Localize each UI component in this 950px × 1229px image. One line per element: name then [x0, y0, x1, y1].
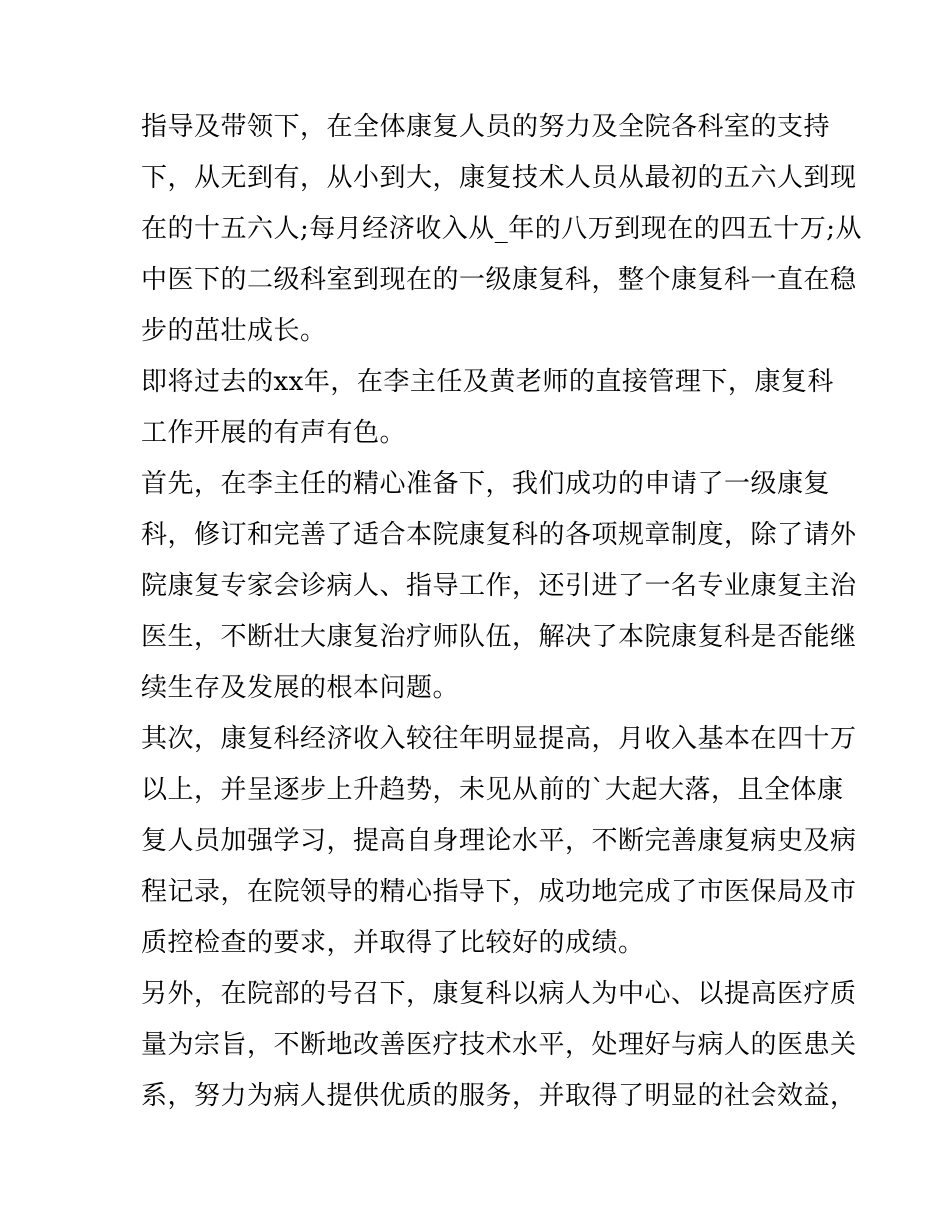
text-line: 量为宗旨，不断地改善医疗技术水平，处理好与病人的医患关: [141, 1030, 857, 1060]
text-line: 工作开展的有声有色。: [141, 418, 407, 448]
text-line: 指导及带领下，在全体康复人员的努力及全院各科室的支持: [141, 112, 831, 142]
text-line: 中医下的二级科室到现在的一级康复科，整个康复科一直在稳: [141, 265, 857, 295]
text-line: 科，修订和完善了适合本院康复科的各项规章制度，除了请外: [141, 520, 857, 550]
text-line: 续生存及发展的根本问题。: [141, 673, 460, 703]
text-line: 以上，并呈逐步上升趋势，未见从前的`大起大落，且全体康: [141, 775, 844, 805]
text-line: 质控检查的要求，并取得了比较好的成绩。: [141, 928, 645, 958]
text-line: 其次，康复科经济收入较往年明显提高，月收入基本在四十万: [141, 724, 857, 754]
body-text: [141, 102, 863, 1122]
text-line: 医生，不断壮大康复治疗师队伍，解决了本院康复科是否能继: [141, 622, 857, 652]
text-line: 程记录，在院领导的精心指导下，成功地完成了市医保局及市: [141, 877, 857, 907]
text-line: 复人员加强学习，提高自身理论水平，不断完善康复病史及病: [141, 826, 857, 856]
text-line: 在的十五六人;每月经济收入从_年的八万到现在的四五十万;从: [141, 214, 863, 244]
text-line: 系，努力为病人提供优质的服务，并取得了明显的社会效益，: [141, 1081, 857, 1111]
text-line: 步的茁壮成长。: [141, 316, 327, 346]
text-line: 即将过去的xx年，在李主任及黄老师的直接管理下，康复科: [141, 367, 834, 397]
text-line: 下，从无到有，从小到大，康复技术人员从最初的五六人到现: [141, 163, 857, 193]
text-line: 院康复专家会诊病人、指导工作，还引进了一名专业康复主治: [141, 571, 857, 601]
text-line: 另外，在院部的号召下，康复科以病人为中心、以提高医疗质: [141, 979, 857, 1009]
text-line: 首先，在李主任的精心准备下，我们成功的申请了一级康复: [141, 469, 831, 499]
